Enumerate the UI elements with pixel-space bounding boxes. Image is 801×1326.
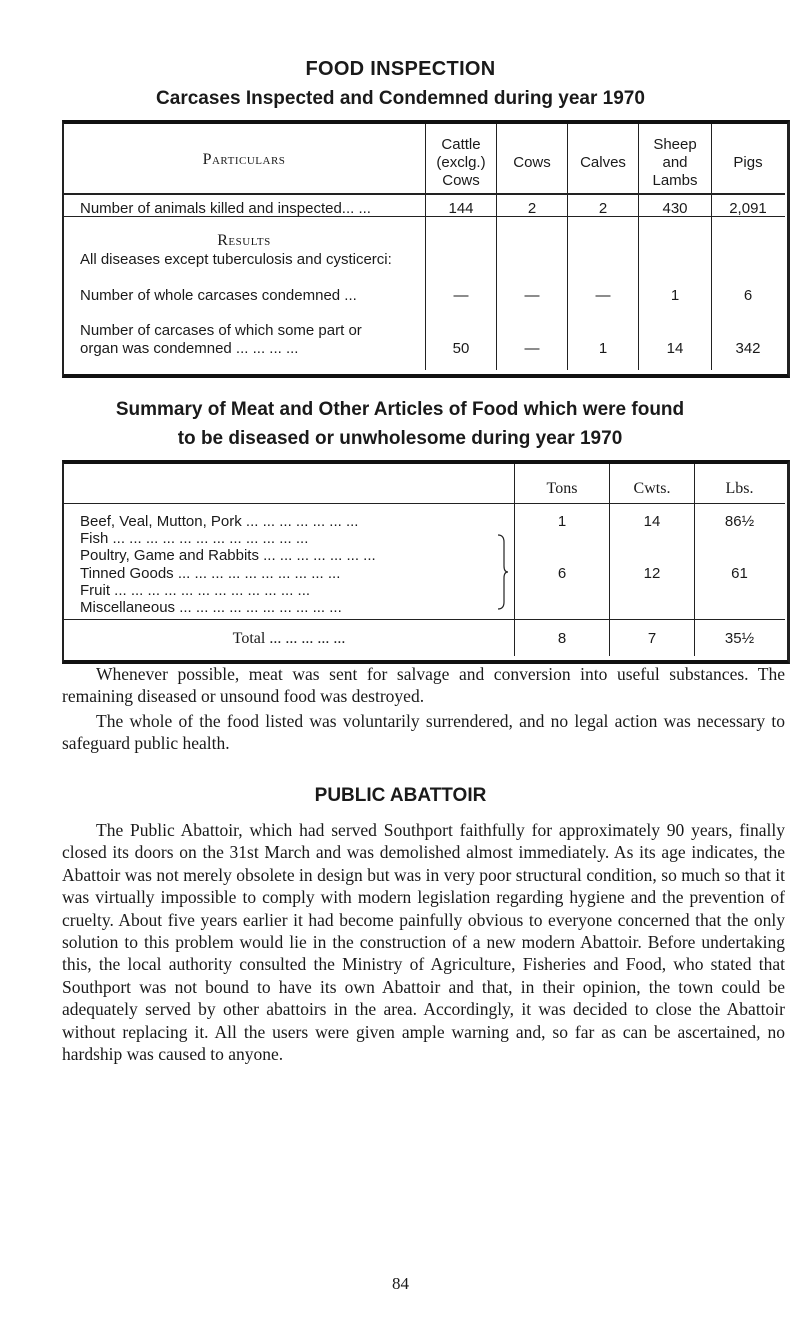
cell-row2-tons: 6 [557, 565, 567, 582]
col-header-cows: Cows [513, 154, 551, 171]
results-subheading: All diseases except tuberculosis and cysticerci: [80, 251, 392, 268]
cell-part-pigs: 342 [735, 340, 761, 357]
item-poultry: Poultry, Game and Rabbits ... ... ... ... ... ... ... [80, 547, 376, 564]
cell-whole-calves: — [595, 287, 611, 304]
cell-killed-calves: 2 [598, 200, 608, 217]
item-fish: Fish ... ... ... ... ... ... ... ... ... ... ... ... [80, 530, 309, 547]
summary-title [40, 395, 760, 453]
col-header-particulars: Particulars [202, 151, 286, 168]
item-tinned: Tinned Goods ... ... ... ... ... ... ... ... ... ... [80, 565, 341, 582]
sheep-line-2: and [662, 154, 688, 171]
sheep-line-1: Sheep [653, 136, 697, 153]
cell-killed-sheep: 430 [662, 200, 688, 217]
row-label-part-1: Number of carcases of which some part or [80, 322, 362, 339]
paragraph-salvage-text: Whenever possible, meat was sent for salvage and conversion into useful substances. The remaining diseased or unsound food was destroyed. [62, 664, 785, 706]
page-number: 84 [392, 1274, 409, 1293]
item-misc: Miscellaneous ... ... ... ... ... ... ... ... ... ... [80, 599, 342, 616]
item-fruit: Fruit ... ... ... ... ... ... ... ... ... ... ... ... [80, 582, 311, 599]
col-header-sheep [639, 136, 711, 190]
col-header-calves: Calves [580, 154, 626, 171]
col-header-cwts: Cwts. [633, 480, 671, 497]
total-label: Total ... ... ... ... ... [232, 630, 346, 647]
paragraph-surrendered [62, 710, 785, 754]
grouping-brace [498, 534, 508, 610]
cell-whole-sheep: 1 [670, 287, 680, 304]
cattle-line-1: Cattle [441, 136, 481, 153]
cell-part-calves: 1 [598, 340, 608, 357]
cell-killed-cows: 2 [527, 200, 537, 217]
cell-part-cattle: 50 [452, 340, 470, 357]
cell-whole-cows: — [524, 287, 540, 304]
page-title: FOOD INSPECTION [305, 58, 496, 80]
cattle-line-2: (exclg.) [436, 154, 486, 171]
cell-killed-pigs: 2,091 [729, 200, 767, 217]
cell-killed-cattle: 144 [448, 200, 474, 217]
cell-row2-lbs: 61 [731, 565, 748, 582]
col-header-tons: Tons [546, 480, 578, 497]
col-header-cattle [426, 136, 496, 190]
cell-whole-pigs: 6 [743, 287, 753, 304]
cell-total-tons: 8 [557, 630, 567, 647]
cattle-line-3: Cows [442, 172, 480, 189]
summary-title-line-1: Summary of Meat and Other Articles of Food which were found [115, 399, 685, 420]
cell-total-cwts: 7 [647, 630, 657, 647]
cell-row1-lbs: 86½ [724, 513, 755, 530]
row-label-part-2: organ was condemned ... ... ... ... [80, 340, 299, 357]
paragraph-surrendered-text: The whole of the food listed was voluntarily surrendered, and no legal action was necessary to safeguard public health. [62, 711, 785, 753]
cell-row1-tons: 1 [557, 513, 567, 530]
cell-whole-cattle: — [453, 287, 469, 304]
item-beef: Beef, Veal, Mutton, Pork ... ... ... ... ... ... ... [80, 513, 359, 530]
abattoir-section-title: PUBLIC ABATTOIR [314, 785, 487, 806]
col-header-pigs: Pigs [733, 154, 763, 171]
col-header-lbs: Lbs. [725, 480, 754, 497]
row-label-whole: Number of whole carcases condemned ... [80, 287, 357, 304]
carcases-table-title: Carcases Inspected and Condemned during year 1970 [156, 88, 645, 109]
cell-total-lbs: 35½ [724, 630, 755, 647]
cell-part-cows: — [524, 340, 540, 357]
row-label-killed: Number of animals killed and inspected... ... [80, 200, 371, 217]
cell-row1-cwts: 14 [643, 513, 661, 530]
paragraph-salvage [62, 663, 785, 707]
sheep-line-3: Lambs [652, 172, 698, 189]
paragraph-abattoir [62, 819, 785, 1065]
paragraph-abattoir-text: The Public Abattoir, which had served Southport faithfully for approximately 90 years, finally closed its doors on the 31st March and was demolished almost immediately. As its age indicates, the Abattoir was not merely obsolete in design but was in very poor structural condition, so much so that it was virtually impossible to comply with modern legislation regarding hygiene and the prevention of cruelty. About five years earlier it had become painfully obvious to everyone concerned that the only solution to this problem would lie in the construction of a new modern Abattoir. Before undertaking this, the local authority consulted the Ministry of Agriculture, Fisheries and Food, who stated that Southport was not bound to have its own Abattoir and that, in their opinion, the town could be adequately served by other abattoirs in the area. Accordingly, it was decided to close the Abattoir without replacing it. All the users were given ample warning and, so far as can be ascertained, no hardship was caused to anyone. [62, 820, 785, 1065]
results-heading: Results [217, 232, 271, 249]
summary-title-line-2: to be diseased or unwholesome during year 1970 [177, 428, 623, 449]
cell-row2-cwts: 12 [643, 565, 661, 582]
cell-part-sheep: 14 [666, 340, 684, 357]
